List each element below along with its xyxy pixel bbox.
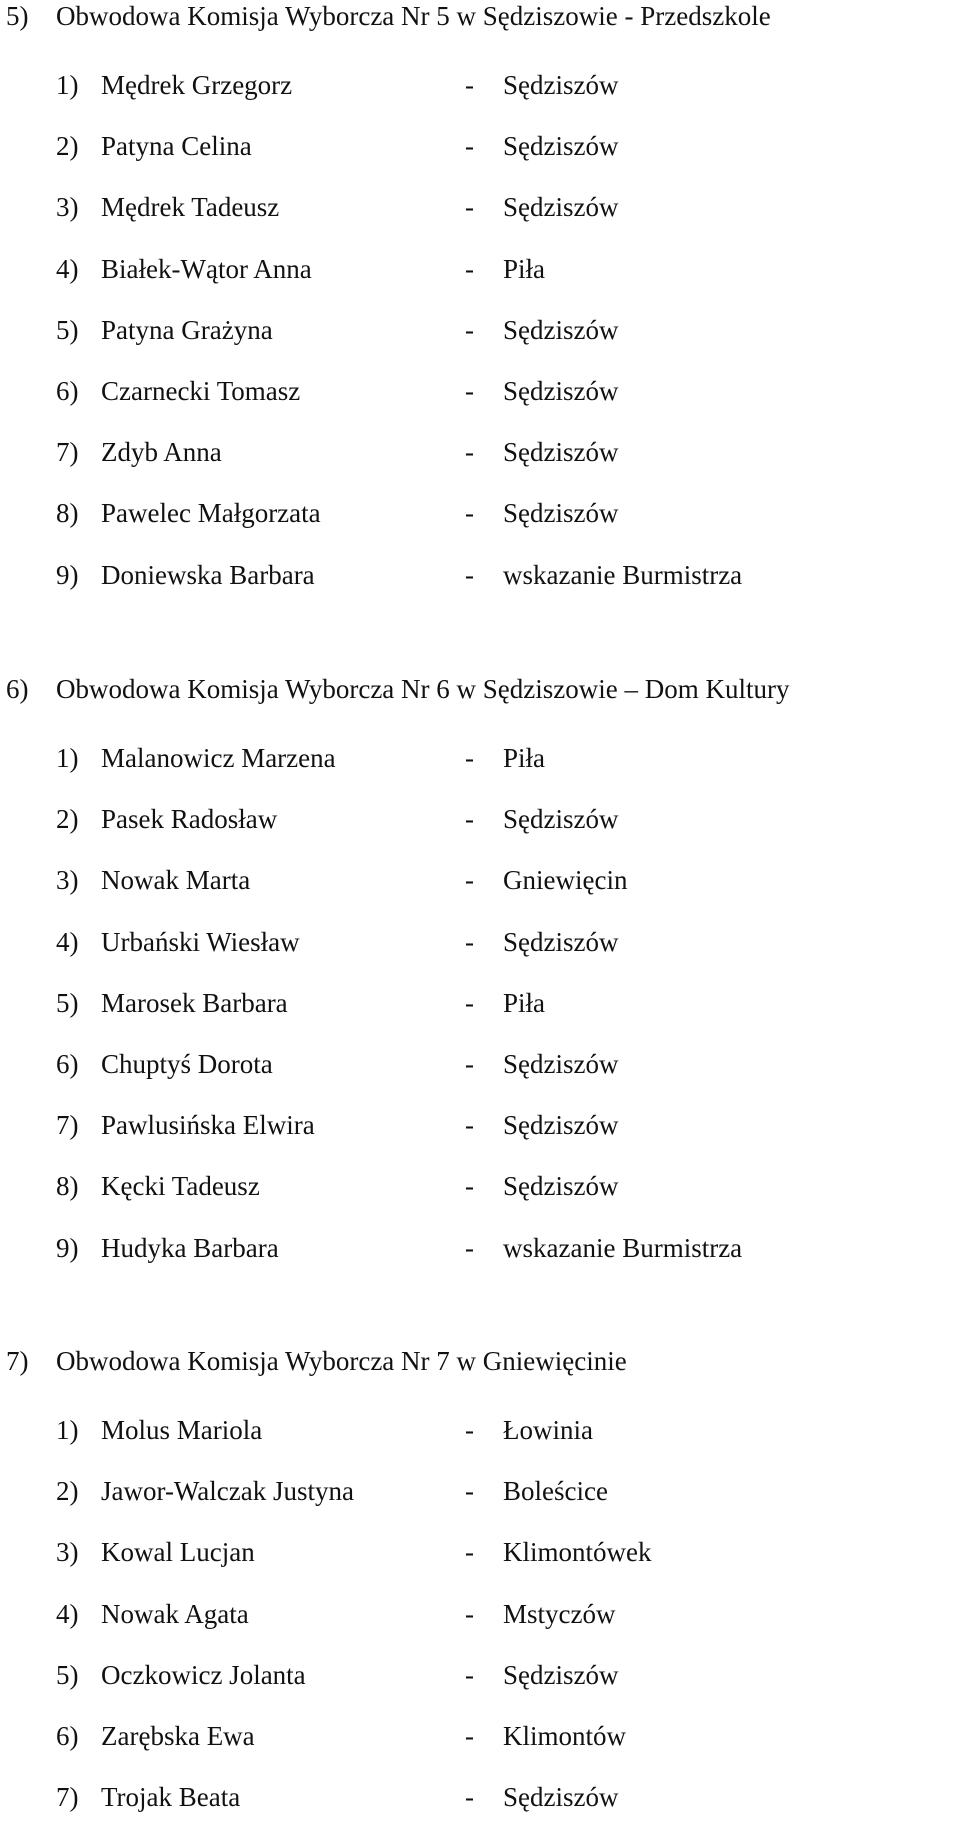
member-index: 5) — [56, 315, 79, 345]
separator-dash: - — [465, 1782, 474, 1812]
section-title: Obwodowa Komisja Wyborcza Nr 6 w Sędziszowie – Dom Kultury — [56, 674, 790, 704]
separator-dash: - — [465, 1049, 474, 1079]
member-place: Sędziszów — [503, 1110, 619, 1140]
separator-dash: - — [465, 865, 474, 895]
member-index: 8) — [56, 498, 79, 528]
member-place: Sędziszów — [503, 315, 619, 345]
member-name: Zarębska Ewa — [101, 1721, 255, 1751]
member-name: Urbański Wiesław — [101, 927, 300, 957]
member-place: Sędziszów — [503, 131, 619, 161]
member-index: 1) — [56, 1415, 79, 1445]
separator-dash: - — [465, 315, 474, 345]
separator-dash: - — [465, 1537, 474, 1567]
member-index: 9) — [56, 560, 79, 590]
section-number: 5) — [6, 1, 29, 31]
member-index: 2) — [56, 1476, 79, 1506]
separator-dash: - — [465, 1476, 474, 1506]
separator-dash: - — [465, 1171, 474, 1201]
member-place: Klimontówek — [503, 1537, 652, 1567]
section-number: 6) — [6, 674, 29, 704]
member-name: Zdyb Anna — [101, 437, 222, 467]
member-place: Sędziszów — [503, 1049, 619, 1079]
member-place: wskazanie Burmistrza — [503, 560, 743, 590]
member-place: Mstyczów — [503, 1599, 616, 1629]
separator-dash: - — [465, 988, 474, 1018]
member-place: Sędziszów — [503, 498, 619, 528]
member-name: Kęcki Tadeusz — [101, 1171, 260, 1201]
section-number: 7) — [6, 1346, 29, 1376]
separator-dash: - — [465, 804, 474, 834]
member-name: Chuptyś Dorota — [101, 1049, 273, 1079]
member-name: Pasek Radosław — [101, 804, 278, 834]
member-place: Piła — [503, 988, 546, 1018]
member-index: 2) — [56, 804, 79, 834]
member-name: Mędrek Tadeusz — [101, 192, 280, 222]
member-index: 4) — [56, 927, 79, 957]
member-index: 5) — [56, 988, 79, 1018]
separator-dash: - — [465, 376, 474, 406]
member-index: 3) — [56, 192, 79, 222]
separator-dash: - — [465, 1110, 474, 1140]
member-place: Sędziszów — [503, 437, 619, 467]
member-name: Pawlusińska Elwira — [101, 1110, 315, 1140]
section-title: Obwodowa Komisja Wyborcza Nr 5 w Sędziszowie - Przedszkole — [56, 1, 771, 31]
member-name: Oczkowicz Jolanta — [101, 1660, 306, 1690]
separator-dash: - — [465, 437, 474, 467]
member-name: Malanowicz Marzena — [101, 743, 336, 773]
section-heading — [6, 0, 771, 32]
member-name: Patyna Celina — [101, 131, 252, 161]
separator-dash: - — [465, 192, 474, 222]
member-name: Czarnecki Tomasz — [101, 376, 301, 406]
member-index: 2) — [56, 131, 79, 161]
member-name: Mędrek Grzegorz — [101, 70, 293, 100]
member-index: 1) — [56, 70, 79, 100]
member-place: Piła — [503, 254, 546, 284]
member-index: 6) — [56, 376, 79, 406]
member-place: Sędziszów — [503, 1782, 619, 1812]
member-name: Nowak Agata — [101, 1599, 249, 1629]
section-title: Obwodowa Komisja Wyborcza Nr 7 w Gniewięcinie — [56, 1346, 627, 1376]
separator-dash: - — [465, 131, 474, 161]
member-place: Piła — [503, 743, 546, 773]
member-name: Białek-Wątor Anna — [101, 254, 312, 284]
member-name: Molus Mariola — [101, 1415, 263, 1445]
member-index: 3) — [56, 1537, 79, 1567]
member-index: 5) — [56, 1660, 79, 1690]
member-index: 4) — [56, 254, 79, 284]
separator-dash: - — [465, 1599, 474, 1629]
member-index: 1) — [56, 743, 79, 773]
member-index: 7) — [56, 1782, 79, 1812]
member-place: Boleścice — [503, 1476, 608, 1506]
separator-dash: - — [465, 743, 474, 773]
separator-dash: - — [465, 560, 474, 590]
member-place: Łowinia — [503, 1415, 593, 1445]
separator-dash: - — [465, 254, 474, 284]
member-name: Pawelec Małgorzata — [101, 498, 321, 528]
member-place: Sędziszów — [503, 192, 619, 222]
member-index: 9) — [56, 1233, 79, 1263]
member-name: Nowak Marta — [101, 865, 251, 895]
member-name: Patyna Grażyna — [101, 315, 273, 345]
section-heading — [6, 1345, 627, 1377]
member-name: Jawor-Walczak Justyna — [101, 1476, 354, 1506]
separator-dash: - — [465, 1233, 474, 1263]
member-index: 3) — [56, 865, 79, 895]
separator-dash: - — [465, 1415, 474, 1445]
separator-dash: - — [465, 927, 474, 957]
member-index: 8) — [56, 1171, 79, 1201]
member-place: Sędziszów — [503, 376, 619, 406]
member-place: Sędziszów — [503, 1171, 619, 1201]
separator-dash: - — [465, 498, 474, 528]
separator-dash: - — [465, 1721, 474, 1751]
separator-dash: - — [465, 70, 474, 100]
member-place: Sędziszów — [503, 70, 619, 100]
section-heading — [6, 673, 789, 705]
member-index: 4) — [56, 1599, 79, 1629]
member-place: Sędziszów — [503, 804, 619, 834]
member-place: wskazanie Burmistrza — [503, 1233, 743, 1263]
member-name: Marosek Barbara — [101, 988, 288, 1018]
member-index: 7) — [56, 437, 79, 467]
member-name: Trojak Beata — [101, 1782, 241, 1812]
member-place: Sędziszów — [503, 1660, 619, 1690]
member-place: Gniewięcin — [503, 865, 628, 895]
member-name: Kowal Lucjan — [101, 1537, 255, 1567]
member-index: 6) — [56, 1049, 79, 1079]
member-index: 7) — [56, 1110, 79, 1140]
separator-dash: - — [465, 1660, 474, 1690]
member-index: 6) — [56, 1721, 79, 1751]
member-name: Doniewska Barbara — [101, 560, 315, 590]
member-place: Sędziszów — [503, 927, 619, 957]
member-name: Hudyka Barbara — [101, 1233, 279, 1263]
member-place: Klimontów — [503, 1721, 627, 1751]
